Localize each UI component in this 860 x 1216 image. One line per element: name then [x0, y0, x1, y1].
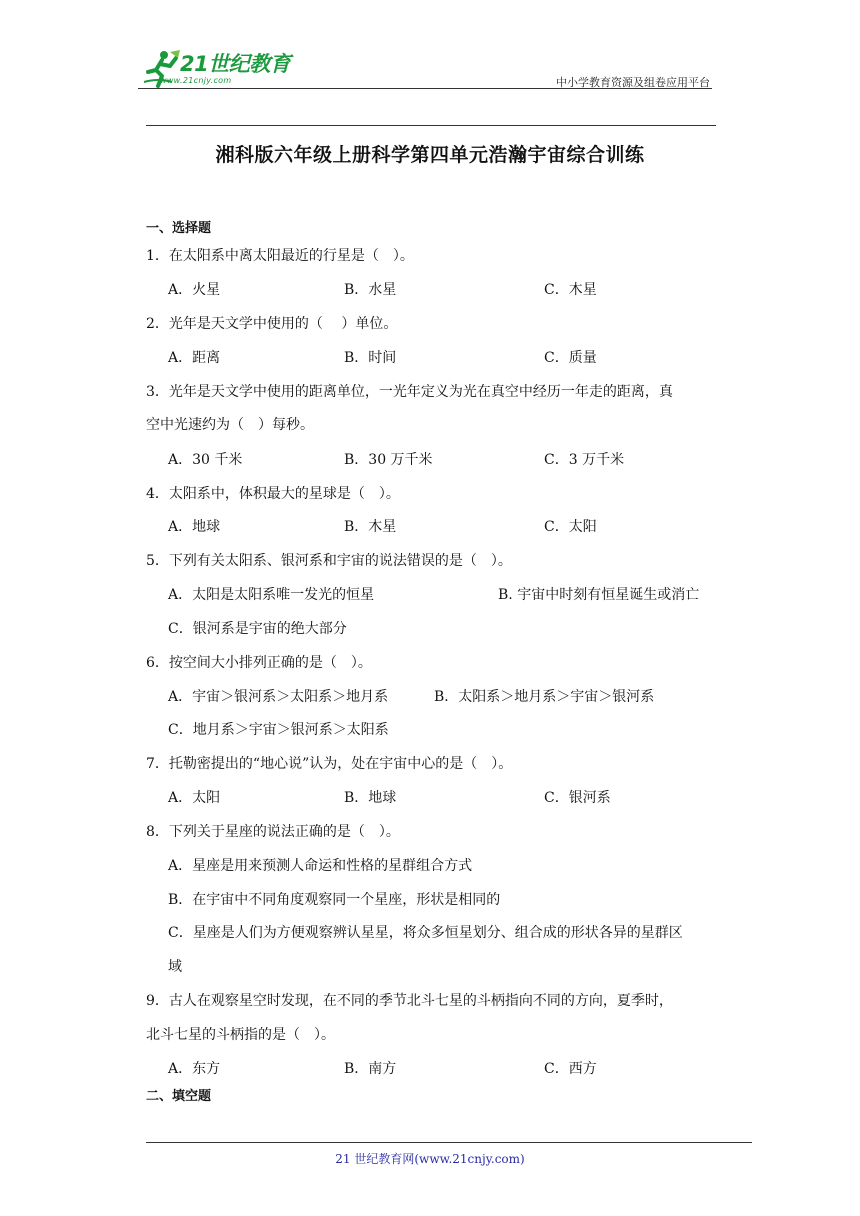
option-6a: A．宇宙＞银河系＞太阳系＞地月系 [168, 689, 389, 705]
option-3b: B．30 万千米 [344, 452, 433, 468]
option-9c: C．西方 [544, 1061, 597, 1077]
question-6: 6．按空间大小排列正确的是（ ）。 [146, 655, 372, 671]
option-9a: A．东方 [168, 1061, 221, 1077]
option-8b: B．在宇宙中不同角度观察同一个星座，形状是相同的 [168, 892, 501, 908]
option-2c: C．质量 [544, 350, 597, 366]
question-4: 4．太阳系中，体积最大的星球是（ ）。 [146, 486, 400, 502]
option-5a: A．太阳是太阳系唯一发光的恒星 [168, 587, 375, 603]
option-3c: C．3 万千米 [544, 452, 625, 468]
platform-label: 中小学教育资源及组卷应用平台 [556, 76, 710, 89]
option-2a: A．距离 [168, 350, 221, 366]
option-3a: A．30 千米 [168, 452, 243, 468]
footer-link[interactable]: 21 世纪教育网(www.21cnjy.com) [335, 1152, 525, 1166]
option-6b: B．太阳系＞地月系＞宇宙＞银河系 [434, 689, 655, 705]
page-title: 湘科版六年级上册科学第四单元浩瀚宇宙综合训练 [215, 144, 645, 166]
question-3-line-1: 3．光年是天文学中使用的距离单位，一光年定义为光在真空中经历一年走的距离，真 [146, 384, 673, 400]
site-logo [142, 46, 312, 90]
question-1: 1．在太阳系中离太阳最近的行星是（ ）。 [146, 248, 414, 264]
option-5c: C．银河系是宇宙的绝大部分 [168, 621, 347, 637]
option-6c: C．地月系＞宇宙＞银河系＞太阳系 [168, 722, 389, 738]
section-heading-choice: 一、选择题 [146, 221, 212, 236]
option-8a: A．星座是用来预测人命运和性格的星群组合方式 [168, 858, 473, 874]
option-1a: A．火星 [168, 282, 221, 298]
title-divider [146, 125, 716, 126]
option-4c: C．太阳 [544, 519, 597, 535]
footer-divider [146, 1142, 752, 1143]
header-divider [138, 88, 712, 89]
option-9b: B．南方 [344, 1061, 397, 1077]
question-7: 7．托勒密提出的“地心说”认为，处在宇宙中心的是（ ）。 [146, 756, 513, 772]
option-5b: B. 宇宙中时刻有恒星诞生或消亡 [498, 587, 700, 603]
question-3-line-2: 空中光速约为（ ）每秒。 [146, 417, 314, 433]
question-2: 2．光年是天文学中使用的（ ）单位。 [146, 316, 398, 332]
option-4b: B．木星 [344, 519, 397, 535]
option-2b: B．时间 [344, 350, 397, 366]
option-1c: C．木星 [544, 282, 597, 298]
question-5: 5．下列有关太阳系、银河系和宇宙的说法错误的是（ ）。 [146, 553, 512, 569]
option-4a: A．地球 [168, 519, 221, 535]
option-7c: C．银河系 [544, 790, 611, 806]
option-7a: A．太阳 [168, 790, 221, 806]
option-8c-continued: 域 [168, 959, 182, 975]
option-8c: C．星座是人们为方便观察辨认星星，将众多恒星划分、组合成的形状各异的星群区 [168, 925, 683, 941]
section-heading-fill: 二、填空题 [146, 1089, 212, 1104]
logo-text: 21世纪教育 [180, 52, 291, 76]
question-8: 8．下列关于星座的说法正确的是（ ）。 [146, 824, 400, 840]
question-9-line-2: 北斗七星的斗柄指的是（ ）。 [146, 1027, 335, 1043]
question-9-line-1: 9．古人在观察星空时发现，在不同的季节北斗七星的斗柄指向不同的方向，夏季时， [146, 993, 673, 1009]
logo-url: www.21cnjy.com [160, 76, 232, 85]
option-7b: B．地球 [344, 790, 397, 806]
option-1b: B．水星 [344, 282, 397, 298]
